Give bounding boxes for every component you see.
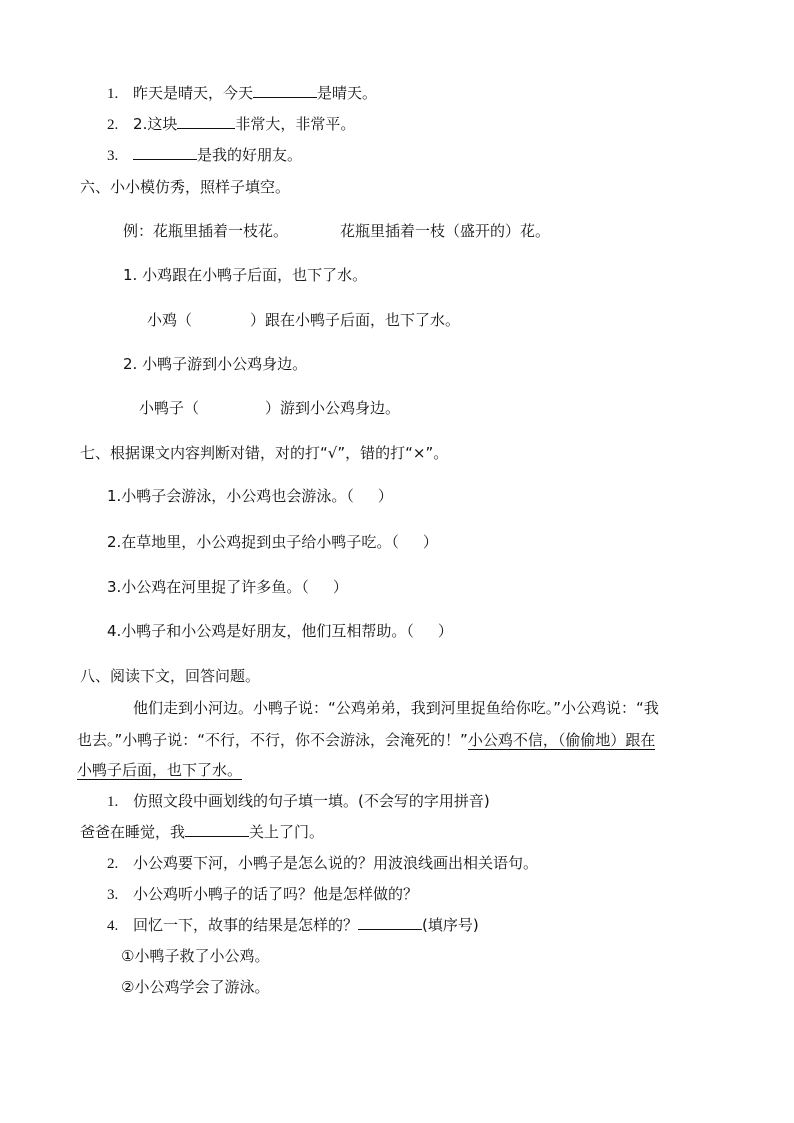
judge-text: 2.在草地里，小公鸡捉到虫子给小鸭子吃。（: [107, 533, 399, 551]
answer-suffix: ）游到小公鸡身边。: [265, 399, 401, 417]
answer-prefix: 小鸡（: [147, 311, 193, 329]
reading-question-2: [107, 853, 538, 874]
item-number: 3.: [107, 148, 119, 164]
section-8-title: 八、阅读下文，回答问题。: [80, 667, 261, 685]
answer-line-2: [139, 398, 400, 418]
reading-question-1-fill: [80, 822, 324, 842]
question-number: 3.: [107, 887, 119, 903]
fill-item-3: [107, 145, 302, 166]
question-text: 仿照文段中画划线的句子填一填。(不会写的字用拼音): [133, 792, 490, 810]
section-7-title: 七、根据课文内容判断对错，对的打“√”，错的打“×”。: [80, 444, 449, 462]
judge-item-1: [107, 486, 393, 506]
passage-line-2: [77, 730, 655, 750]
fill-prefix: 爸爸在睡觉，我: [80, 823, 186, 841]
item-number: 1.: [107, 86, 119, 102]
judge-close: ）: [377, 487, 393, 505]
answer-blank[interactable]: [185, 822, 249, 837]
answer-blank[interactable]: [358, 915, 422, 930]
answer-line-1: [147, 310, 460, 330]
judge-item-3: [107, 577, 348, 597]
fill-suffix: 关上了门。: [249, 823, 325, 841]
section-6-title: 六、小小模仿秀，照样子填空。: [80, 178, 291, 196]
reading-question-1: [107, 791, 490, 812]
judge-text: 3.小公鸡在河里捉了许多鱼。（: [107, 578, 309, 596]
judge-close: ）: [437, 622, 453, 640]
question-1: 1. 小鸡跟在小鸭子后面，也下了水。: [123, 266, 368, 284]
example-original: 例：花瓶里插着一枝花。: [123, 222, 289, 240]
question-text: 回忆一下，故事的结果是怎样的？: [133, 916, 359, 934]
answer-suffix: ）跟在小鸭子后面，也下了水。: [250, 311, 461, 329]
judge-text: 1.小鸭子会游泳，小公鸡也会游泳。（: [107, 487, 354, 505]
option-2: ②小公鸡学会了游泳。: [121, 978, 270, 996]
answer-blank[interactable]: [177, 114, 235, 129]
reading-question-4: [107, 915, 479, 936]
judge-item-4: [107, 621, 453, 641]
item-text-after: 是我的好朋友。: [197, 146, 303, 164]
item-text-before: 昨天是晴天，今天: [133, 84, 254, 102]
passage-line-3: [77, 760, 242, 780]
answer-blank[interactable]: [253, 83, 317, 98]
question-hint: (填序号): [422, 916, 479, 934]
judge-item-2: [107, 532, 438, 552]
fill-item-2: [107, 114, 355, 135]
judge-close: ）: [332, 578, 348, 596]
fill-item-1: [107, 83, 377, 104]
question-2: 2. 小鸭子游到小公鸡身边。: [123, 355, 308, 373]
answer-prefix: 小鸭子（: [139, 399, 200, 417]
passage-text: 也去。”小鸭子说：“不行，不行，你不会游泳，会淹死的！”: [77, 731, 468, 749]
reading-question-3: [107, 884, 418, 905]
example-expanded: 花瓶里插着一枝（盛开的）花。: [340, 222, 551, 240]
answer-blank[interactable]: [133, 145, 197, 160]
underlined-sentence: 小鸭子后面，也下了水。: [77, 761, 243, 779]
item-text-before: 2.这块: [133, 115, 178, 133]
underlined-sentence: 小公鸡不信，（偷偷地）跟在: [467, 731, 656, 749]
question-number: 1.: [107, 794, 119, 810]
question-number: 4.: [107, 918, 119, 934]
judge-close: ）: [422, 533, 438, 551]
question-number: 2.: [107, 856, 119, 872]
option-1: ①小鸭子救了小公鸡。: [121, 947, 270, 965]
question-text: 小公鸡要下河，小鸭子是怎么说的？用波浪线画出相关语句。: [133, 854, 539, 872]
question-text: 小公鸡听小鸭子的话了吗？他是怎样做的？: [133, 885, 419, 903]
item-text-after: 是晴天。: [317, 84, 378, 102]
passage-line-1: 他们走到小河边。小鸭子说：“公鸡弟弟，我到河里捉鱼给你吃。”小公鸡说：“我: [133, 699, 659, 717]
item-text-after: 非常大，非常平。: [235, 115, 356, 133]
judge-text: 4.小鸭子和小公鸡是好朋友，他们互相帮助。（: [107, 622, 414, 640]
item-number: 2.: [107, 117, 119, 133]
